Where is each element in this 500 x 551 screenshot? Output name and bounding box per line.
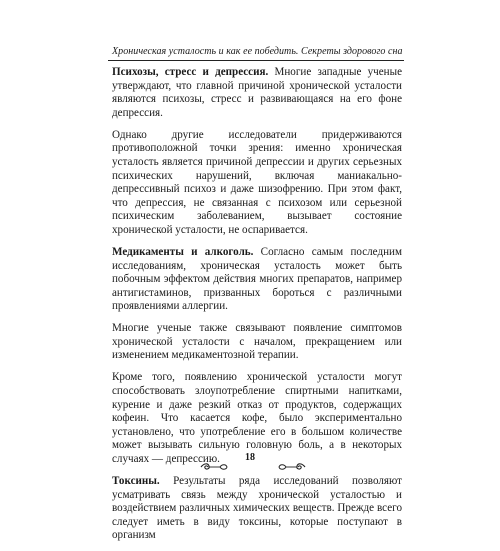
page-number: 18 (245, 452, 255, 463)
scroll-flourish-icon (278, 462, 306, 472)
paragraph-run-in-heading: Токсины. (112, 474, 160, 487)
paragraph (112, 322, 402, 363)
paragraph-run-in-heading: Медикаменты и алкоголь. (112, 245, 254, 258)
page-body (112, 66, 402, 551)
paragraph-text: Согласно самым последним исследованиям, хроническая усталость может быть побочным эффектом действия многих препаратов, например антигистаминов, призванных бороться с различными проявлениями аллергии. (112, 245, 402, 313)
paragraph-text: Кроме того, появлению хронической усталости могут способствовать злоупотребление спиртными напитками, курение и даже резкий отказ от продуктов, содержащих кофеин. Что касается кофе, было экспериментально установлено, что употребление его в большом количестве может вызывать сильную головную боль, а в некоторых случаях — депрессию. (112, 371, 402, 465)
paragraph-text: Однако другие исследователи придерживаются противоположной точки зрения: именно хроническая усталость является причиной депрессии и других серьезных психических нарушений, включая маниакально-депрессивный психоз и даже шизофрению. При этом факт, что депрессия, не связанная с психозом или серьезной психическим заболеванием, вызывает состояние хронической усталости, не оспаривается. (112, 128, 402, 236)
paragraph-text: Результаты ряда исследований позволяют усматривать связь между хронической усталостью и воздействием различных химических веществ. Прежде всего следует иметь в виду токсины, которые поступают в организм (112, 474, 402, 542)
running-header: Хроническая усталость и как ее победить. Секреты здорового сна (112, 46, 403, 57)
paragraph (112, 66, 402, 120)
paragraph-text: Многие ученые также связывают появление симптомов хронической усталости с началом, прекращением или изменением медикаментозной терапии. (112, 322, 402, 362)
paragraph (112, 475, 402, 543)
paragraph-text: Многие западные ученые утверждают, что главной причиной хронической усталости являются психозы, стресс и развивающаяся на его фоне депрессия. (112, 66, 402, 119)
paragraph (112, 246, 402, 314)
header-rule (108, 60, 404, 61)
paragraph (112, 129, 402, 238)
paragraph-run-in-heading: Психозы, стресс и депрессия. (112, 66, 269, 78)
scroll-flourish-icon (200, 462, 228, 472)
